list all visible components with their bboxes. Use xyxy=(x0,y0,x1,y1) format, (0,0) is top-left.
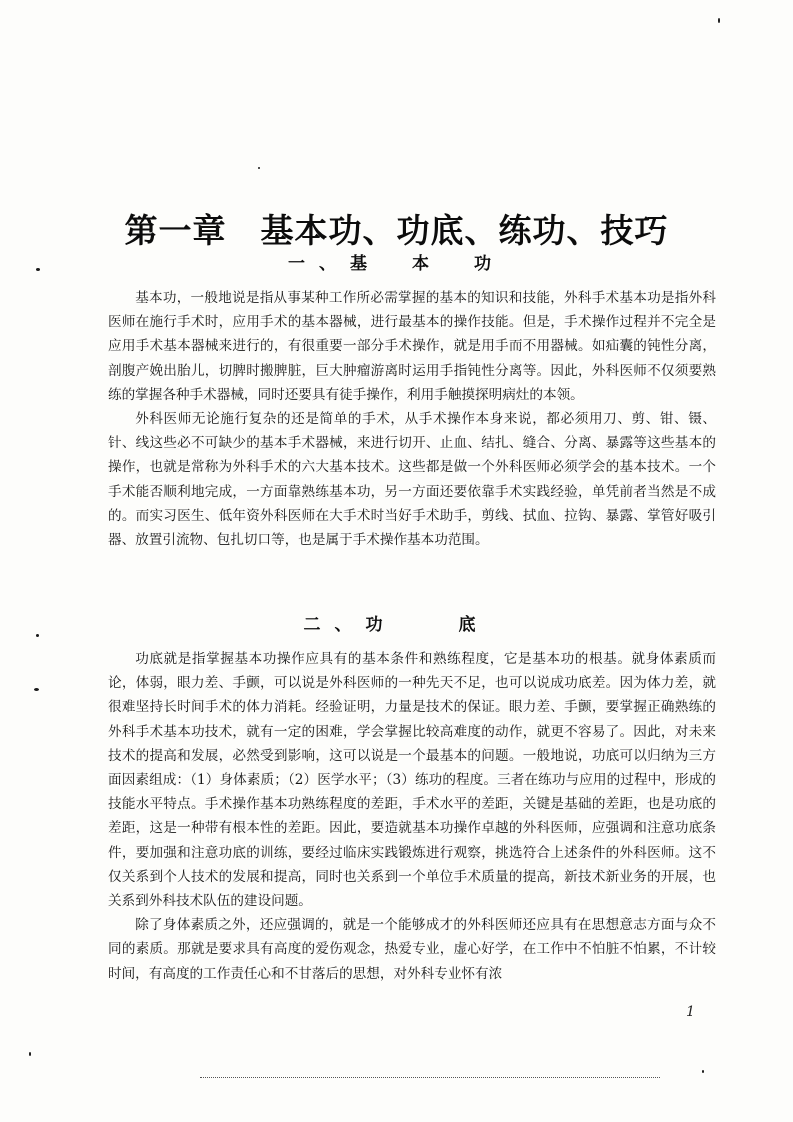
section-body-foundation xyxy=(108,647,716,986)
scan-speck xyxy=(34,688,39,691)
bottom-dotted-rule xyxy=(200,1077,660,1078)
scan-speck xyxy=(258,167,260,169)
section-heading-basic-skills: 一、基 本 功 xyxy=(288,254,505,274)
paragraph: 除了身体素质之外，还应强调的，就是一个能够成才的外科医师还应具有在思想意志方面与众不同的素质。那就是要求具有高度的爱伤观念，热爱专业，虚心好学，在工作中不怕脏不怕累，不计较时间，有高度的工作责任心和不甘落后的思想，对外科专业怀有浓 xyxy=(108,917,716,982)
scan-speck xyxy=(718,18,720,23)
paragraph: 外科医师无论施行复杂的还是简单的手术，从手术操作本身来说，都必须用刀、剪、钳、镊、针、线这些必不可缺少的基本手术器械，来进行切开、止血、结扎、缝合、分离、暴露等这些基本的操作，也就是常称为外科手术的六大基本技术。这些都是做一个外科医师必须学会的基本技术。一个手术能否顺利地完成，一方面靠熟练基本功，另一方面还要依靠手术实践经验，单凭前者当然是不成的。而实习医生、低年资外科医师在大手术时当好手术助手，剪线、拭血、拉钩、暴露、掌管好吸引器、放置引流物、包扎切口等，也是属于手术操作基本功范围。 xyxy=(108,411,716,549)
page-number: 1 xyxy=(686,1004,695,1020)
scan-speck xyxy=(702,1070,704,1073)
paragraph: 基本功，一般地说是指从事某种工作所必需掌握的基本的知识和技能，外科手术基本功是指外科医师在施行手术时，应用手术的基本器械，进行最基本的操作技能。但是，手术操作过程并不完全是应用手术基本器械来进行的，有很重要一部分手术操作，就是用手而不用器械。如疝囊的钝性分离，剖腹产娩出胎儿，切脾时搬脾脏，巨大肿瘤游离时运用手指钝性分离等。因此，外科医师不仅须要熟练的掌握各种手术器械，同时还要具有徒手操作，利用手触摸探明病灶的本领。 xyxy=(108,290,716,403)
chapter-title: 第一章 基本功、功底、练功、技巧 xyxy=(124,211,669,251)
scan-speck xyxy=(29,1052,31,1056)
section-body-basic-skills xyxy=(108,286,716,552)
section-heading-foundation: 二、功 底 xyxy=(303,615,490,635)
paragraph: 功底就是指掌握基本功操作应具有的基本条件和熟练程度，它是基本功的根基。就身体素质而论，体弱，眼力差、手颤，可以说是外科医师的一种先天不足，也可以说成功底差。因为体力差，就很难坚持长时间手术的体力消耗。经验证明，力量是技术的保证。眼力差、手颤，要掌握正确熟练的外科手术基本功技术，就有一定的困难，学会掌握比较高难度的动作，就更不容易了。因此，对未来技术的提高和发展，必然受到影响，这可以说是一个最基本的问题。一般地说，功底可以归纳为三方面因素组成：（1）身体素质；（2）医学水平；（3）练功的程度。三者在练功与应用的过程中，形成的技能水平特点。手术操作基本功熟练程度的差距，手术水平的差距，关键是基础的差距，也是功底的差距，这是一种带有根本性的差距。因此，要造就基本功操作卓越的外科医师，应强调和注意功底条件，要加强和注意功底的训练，要经过临床实践锻炼进行观察，挑选符合上述条件的外科医师。这不仅关系到个人技术的发展和提高，同时也关系到一个单位手术质量的提高，新技术新业务的开展，也关系到外科技术队伍的建设问题。 xyxy=(108,651,716,910)
